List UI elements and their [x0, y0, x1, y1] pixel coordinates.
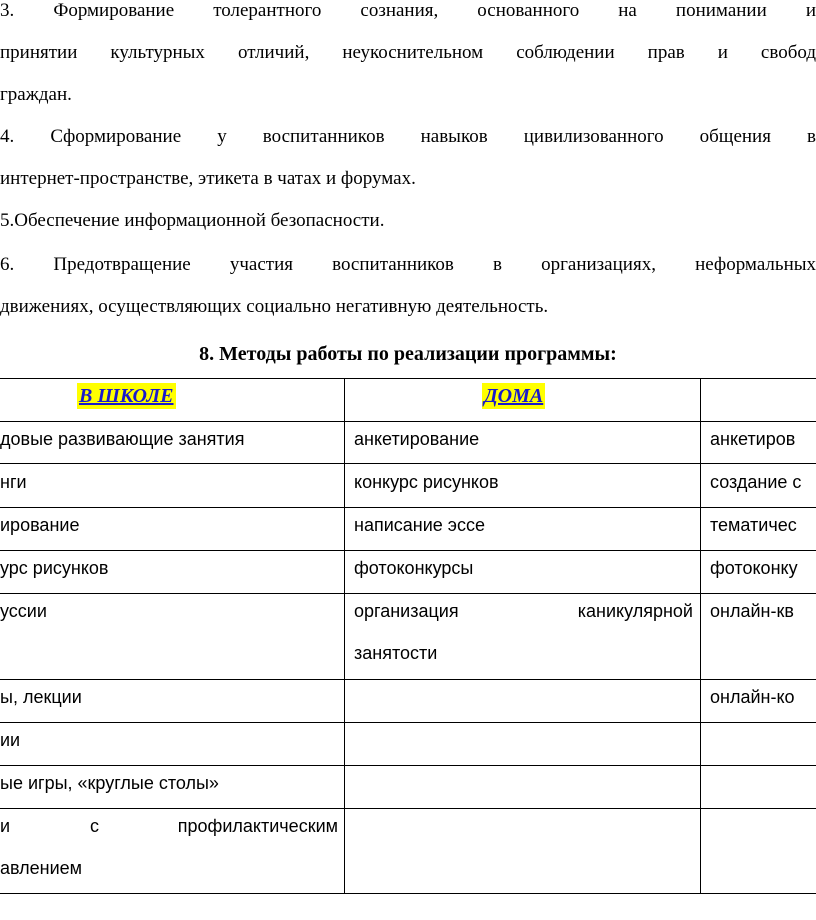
table-cell: ые игры, «круглые столы»	[0, 773, 219, 793]
table-cell: онлайн-ко	[710, 687, 795, 707]
table-cell: нги	[0, 472, 27, 492]
table-row-border	[0, 808, 816, 809]
table-cell: создание с	[710, 472, 802, 492]
section-heading: 8. Методы работы по реализации программы:	[199, 343, 617, 365]
table-cell: и	[0, 816, 11, 836]
table-cell: написание эссе	[354, 515, 485, 535]
table-cell: ы, лекции	[0, 687, 82, 707]
table-cell: ии	[0, 730, 21, 750]
table-row-border	[0, 893, 816, 894]
paragraph-6-line-1: 6. Предотвращение участия воспитанников в организациях, неформальных	[0, 254, 816, 275]
table-cell: фотоконкурсы	[354, 558, 474, 578]
table-cell: тематичес	[710, 515, 797, 535]
paragraph-6-line-2: движениях, осуществляющих социально негативную деятельность.	[0, 296, 549, 317]
table-cell: урс рисунков	[0, 558, 109, 578]
table-cell: авлением	[0, 858, 83, 878]
table-cell: довые развивающие занятия	[0, 429, 245, 449]
header-at-school: В ШКОЛЕ	[79, 385, 174, 407]
table-cell: занятости	[354, 643, 438, 663]
header-at-home: ДОМА	[484, 385, 544, 407]
paragraph-5-line-1: 5.Обеспечение информационной безопасности.	[0, 210, 385, 231]
table-cell: фотоконку	[710, 558, 798, 578]
table-cell: анкетирование	[354, 429, 480, 449]
table-cell: с	[90, 816, 99, 836]
table-cell: уссии	[0, 601, 47, 621]
paragraph-4-line-2: интернет-пространстве, этикета в чатах и форумах.	[0, 168, 416, 189]
table-cell: организация	[354, 601, 459, 621]
table-cell: ирование	[0, 515, 80, 535]
table-cell: каникулярной	[577, 601, 693, 621]
table-cell: анкетиров	[710, 429, 796, 449]
paragraph-3-line-3: граждан.	[0, 84, 72, 105]
table-cell: онлайн-кв	[710, 601, 794, 621]
paragraph-4-line-1: 4. Сформирование у воспитанников навыков цивилизованного общения в	[0, 126, 816, 147]
table-row-border	[0, 378, 816, 379]
table-cell: конкурс рисунков	[354, 472, 499, 492]
table-column-divider	[344, 378, 345, 894]
paragraph-3-line-2: принятии культурных отличий, неукоснительном соблюдении прав и свобод	[0, 42, 816, 63]
table-column-divider	[700, 378, 701, 894]
table-cell: профилактическим	[177, 816, 338, 836]
paragraph-3-line-1: 3. Формирование толерантного сознания, основанного на понимании и	[0, 0, 816, 21]
